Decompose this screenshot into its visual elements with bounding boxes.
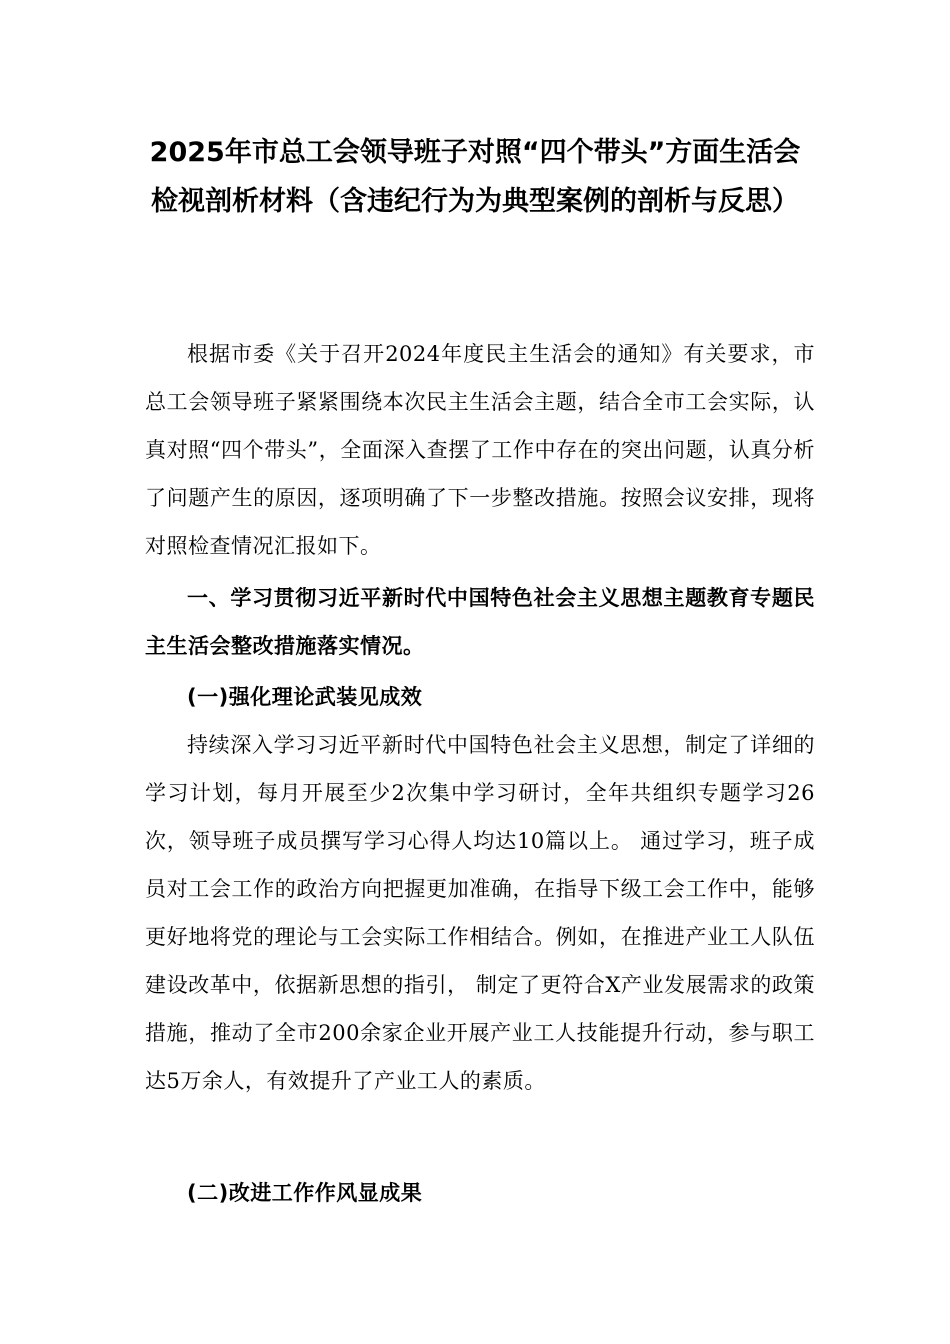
section-1-heading: 一、学习贯彻习近平新时代中国特色社会主义思想主题教育专题民主生活会整改措施落实情况。 (145, 586, 815, 658)
intro-paragraph: 根据市委《关于召开2024年度民主生活会的通知》有关要求，市总工会领导班子紧紧围绕本次民主生活会主题，结合全市工会实际，认真对照“四个带头”，全面深入查摆了工作中存在的突出问题，认真分析了问题产生的原因，逐项明确了下一步整改措施。按照会议安排，现将对照检查情况汇报如下。 (145, 342, 815, 558)
subsection-1-paragraph: 持续深入学习习近平新时代中国特色社会主义思想，制定了详细的学习计划，每月开展至少2次集中学习研讨，全年共组织专题学习26次，领导班子成员撰写学习心得人均达10篇以上。 通过学习，班子成员对工会工作的政治方向把握更加准确，在指导下级工会工作中，能够更好地将党的理论与工会实际工作相结合。例如，在推进产业工人队伍建设改革中，依据新思想的指引， 制定了更符合X产业发展需求的政策措施，推动了全市200余家企业开展产业工人技能提升行动，参与职工达5万余人，有效提升了产业工人的素质。 (145, 733, 815, 1093)
subsection-1-heading: (一)强化理论武装见成效 (187, 685, 423, 709)
subsection-2-heading: (二)改进工作作风显成果 (187, 1181, 423, 1205)
document-title: 2025年市总工会领导班子对照“四个带头”方面生活会检视剖析材料（含违纪行为为典型案例的剖析与反思） (149, 137, 801, 217)
